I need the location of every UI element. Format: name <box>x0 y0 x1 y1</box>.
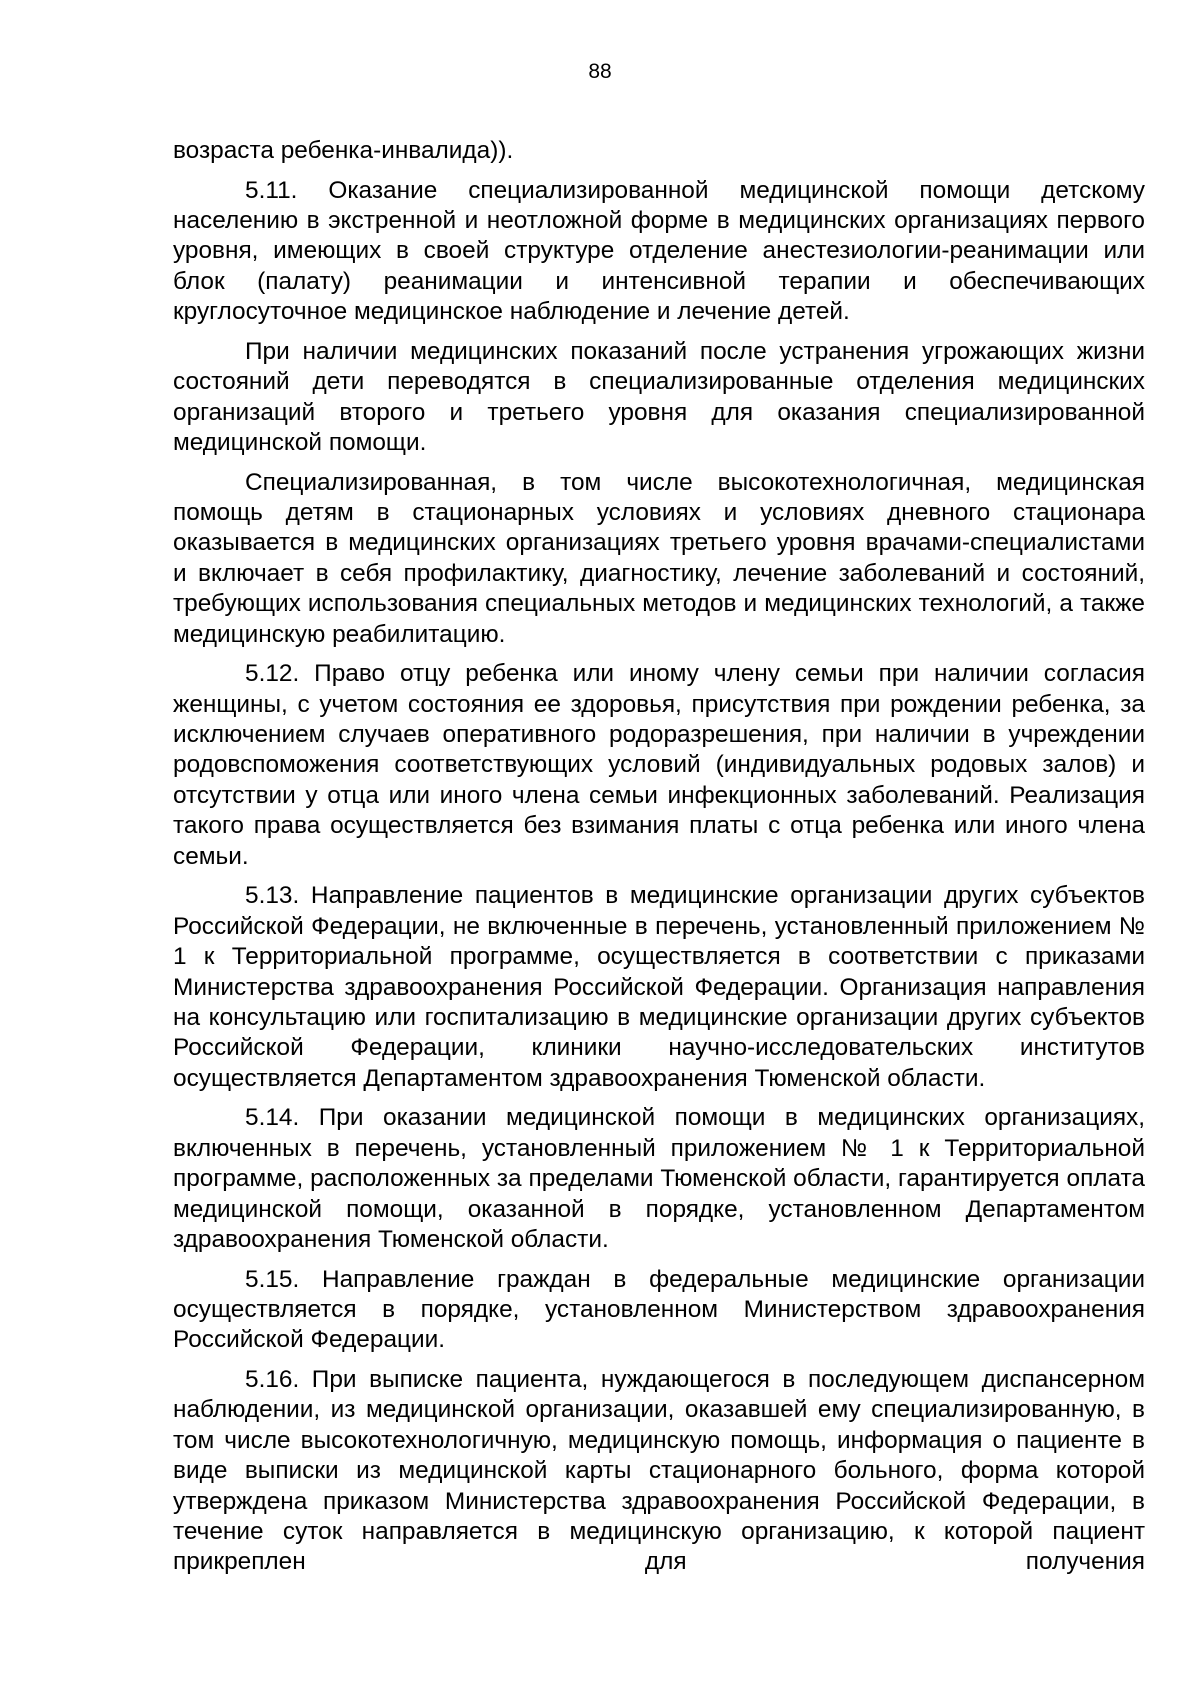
paragraph-5-16: 5.16. При выписке пациента, нуждающегося в последующем диспансерном наблюдении, из медицинской организации, оказавшей ему специализированную, в том числе высокотехнологичную, медицинскую помощь, информация о пациенте в виде выписки из медицинской карты стационарного больного, форма которой утверждена приказом Министерства здравоохранения Российской Федерации, в течение суток направляется в медицинскую организацию, к которой пациент прикреплен для получения <box>173 1365 1145 1576</box>
paragraph-5-12: 5.12. Право отцу ребенка или иному члену семьи при наличии согласия женщины, с учетом состояния ее здоровья, присутствия при рождении ребенка, за исключением случаев оперативного родоразрешения, при наличии в учреждении родовспоможения соответствующих условий (индивидуальных родовых залов) и отсутствии у отца или иного члена семьи инфекционных заболеваний. Реализация такого права осуществляется без взимания платы с отца ребенка или иного члена семьи. <box>173 660 1145 870</box>
document-body <box>173 136 1145 1578</box>
paragraph-5-11: 5.11. Оказание специализированной медицинской помощи детскому населению в экстренной и неотложной форме в медицинских организациях первого уровня, имеющих в своей структуре отделение анестезиологии-реанимации или блок (палату) реанимации и интенсивной терапии и обеспечивающих круглосуточное медицинское наблюдение и лечение детей. <box>173 176 1145 326</box>
paragraph-continuation: возраста ребенка-инвалида)). <box>173 137 514 164</box>
page-number: 88 <box>588 60 612 83</box>
paragraph-5-11-transfer: При наличии медицинских показаний после устранения угрожающих жизни состояний дети переводятся в специализированные отделения медицинских организаций второго и третьего уровня для оказания специализированной медицинской помощи. <box>173 337 1145 457</box>
paragraph-5-14: 5.14. При оказании медицинской помощи в медицинских организациях, включенных в перечень, установленный приложением № 1 к Территориальной программе, расположенных за пределами Тюменской области, гарантируется оплата медицинской помощи, оказанной в порядке, установленном Департаментом здравоохранения Тюменской области. <box>173 1104 1145 1253</box>
paragraph-5-11-high-tech: Специализированная, в том числе высокотехнологичная, медицинская помощь детям в стационарных условиях и условиях дневного стационара оказывается в медицинских организациях третьего уровня врачами-специалистами и включает в себя профилактику, диагностику, лечение заболеваний и состояний, требующих использования специальных методов и медицинских технологий, а также медицинскую реабилитацию. <box>173 468 1145 648</box>
paragraph-5-15: 5.15. Направление граждан в федеральные медицинские организации осуществляется в порядке, установленном Министерством здравоохранения Российской Федерации. <box>173 1265 1145 1354</box>
paragraph-5-13: 5.13. Направление пациентов в медицинские организации других субъектов Российской Федерации, не включенные в перечень, установленный приложением № 1 к Территориальной программе, осуществляется в соответствии с приказами Министерства здравоохранения Российской Федерации. Организация направления на консультацию или госпитализацию в медицинские организации других субъектов Российской Федерации, клиники научно-исследовательских институтов осуществляется Департаментом здравоохранения Тюменской области. <box>173 882 1145 1092</box>
